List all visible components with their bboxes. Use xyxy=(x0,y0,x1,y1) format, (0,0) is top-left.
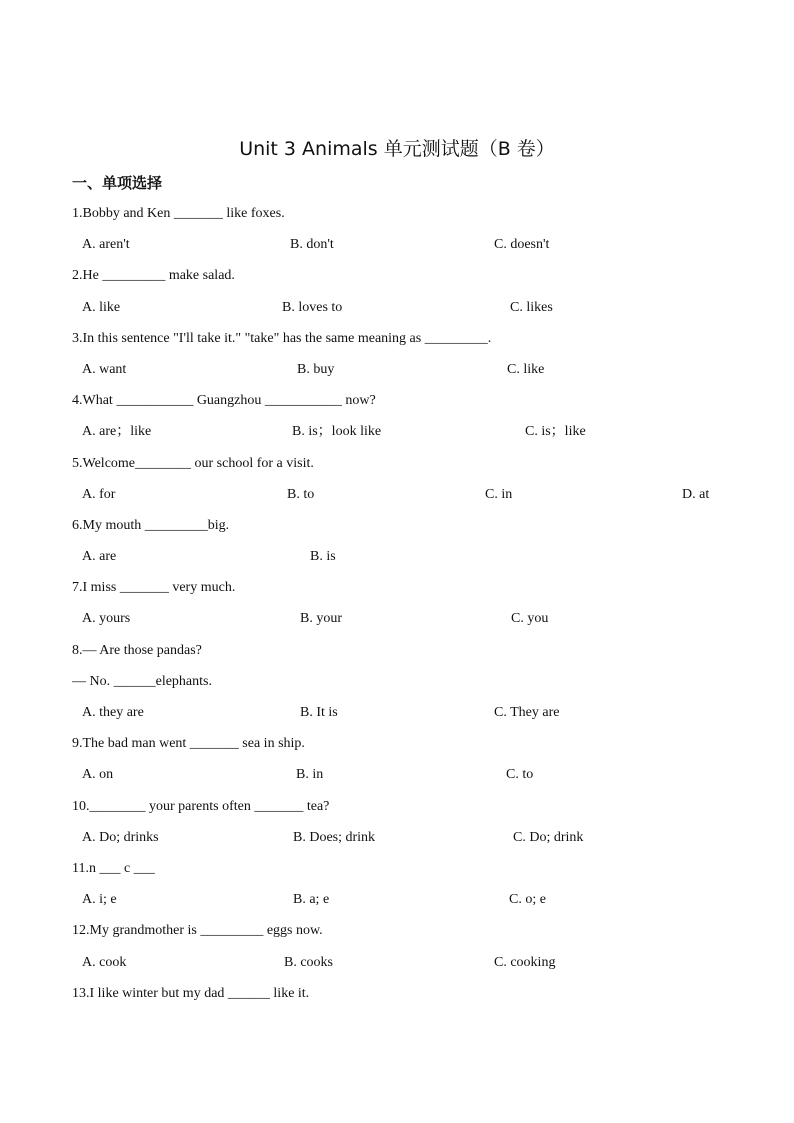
answer-options xyxy=(72,953,722,984)
answer-option[interactable]: A. like xyxy=(82,299,121,315)
answer-options xyxy=(72,360,722,391)
answer-option[interactable]: B. loves to xyxy=(282,299,343,315)
answer-option[interactable]: B. is；look like xyxy=(292,424,382,440)
answer-option[interactable]: B. Does; drink xyxy=(293,829,376,845)
answer-option[interactable]: B. don't xyxy=(290,237,334,253)
answer-option[interactable]: A. Do; drinks xyxy=(82,829,159,845)
answer-option[interactable]: C. They are xyxy=(494,705,560,720)
question-stem: — No. ______elephants. xyxy=(72,673,212,689)
answer-option[interactable]: C. cooking xyxy=(494,954,556,970)
answer-option[interactable]: B. is xyxy=(310,549,336,565)
answer-options xyxy=(72,765,722,796)
answer-options xyxy=(72,890,722,921)
answer-option[interactable]: C. you xyxy=(511,611,549,627)
answer-options xyxy=(72,547,722,578)
page-title: Unit 3 Animals 单元测试题（B 卷） xyxy=(239,138,555,160)
answer-option[interactable]: C. doesn't xyxy=(494,237,550,253)
answer-option[interactable]: A. want xyxy=(82,361,127,377)
answer-options xyxy=(72,609,722,640)
answer-option[interactable]: A. i; e xyxy=(82,892,117,908)
answer-option[interactable]: A. for xyxy=(82,486,116,502)
answer-option[interactable]: B. your xyxy=(300,611,342,627)
section-title: 一、单项选择 xyxy=(72,174,163,192)
question-stem: 5.Welcome________ our school for a visit. xyxy=(72,455,314,471)
answer-option[interactable]: B. cooks xyxy=(284,954,333,970)
question-stem: 12.My grandmother is _________ eggs now. xyxy=(72,923,323,939)
answer-options xyxy=(72,828,722,859)
answer-option[interactable]: B. in xyxy=(296,767,324,783)
answer-options xyxy=(72,485,722,516)
question-stem: 1.Bobby and Ken _______ like foxes. xyxy=(72,206,285,221)
answer-option[interactable]: A. they are xyxy=(82,705,144,720)
answer-option[interactable]: C. likes xyxy=(510,299,553,315)
answer-option[interactable]: A. are xyxy=(82,549,117,565)
answer-option[interactable]: B. It is xyxy=(300,705,338,720)
answer-option[interactable]: B. to xyxy=(287,486,315,502)
answer-option[interactable]: C. in xyxy=(485,486,513,502)
answer-option[interactable]: C. is；like xyxy=(525,424,586,440)
answer-option[interactable]: C. o; e xyxy=(509,892,546,908)
answer-options xyxy=(72,298,722,329)
answer-option[interactable]: C. like xyxy=(507,361,545,377)
question-stem: 9.The bad man went _______ sea in ship. xyxy=(72,736,305,752)
question-stem: 7.I miss _______ very much. xyxy=(72,580,236,596)
answer-option[interactable]: A. aren't xyxy=(82,237,130,253)
question-stem: 10.________ your parents often _______ tea? xyxy=(72,798,330,814)
question-stem: 11.n ___ c ___ xyxy=(72,860,155,876)
answer-option[interactable]: B. buy xyxy=(297,361,335,377)
answer-options xyxy=(72,235,722,266)
answer-options xyxy=(72,422,722,453)
answer-option[interactable]: D. at xyxy=(682,486,710,502)
answer-option[interactable]: C. to xyxy=(506,767,534,783)
question-list xyxy=(72,204,722,1015)
answer-option[interactable]: A. cook xyxy=(82,954,127,970)
question-stem: 4.What ___________ Guangzhou ___________ now? xyxy=(72,393,376,409)
answer-option[interactable]: A. on xyxy=(82,767,114,783)
answer-option[interactable]: A. are；like xyxy=(82,424,152,440)
question-stem: 2.He _________ make salad. xyxy=(72,268,235,284)
answer-options xyxy=(72,703,722,734)
question-stem: 13.I like winter but my dad ______ like it. xyxy=(72,985,310,1001)
answer-option[interactable]: B. a; e xyxy=(293,892,330,908)
question-stem: 6.My mouth _________big. xyxy=(72,517,230,533)
question-stem: 8.— Are those pandas? xyxy=(72,642,202,658)
question-stem: 3.In this sentence "I'll take it." "take" has the same meaning as _________. xyxy=(72,330,492,346)
answer-option[interactable]: A. yours xyxy=(82,611,131,627)
answer-option[interactable]: C. Do; drink xyxy=(513,829,584,845)
